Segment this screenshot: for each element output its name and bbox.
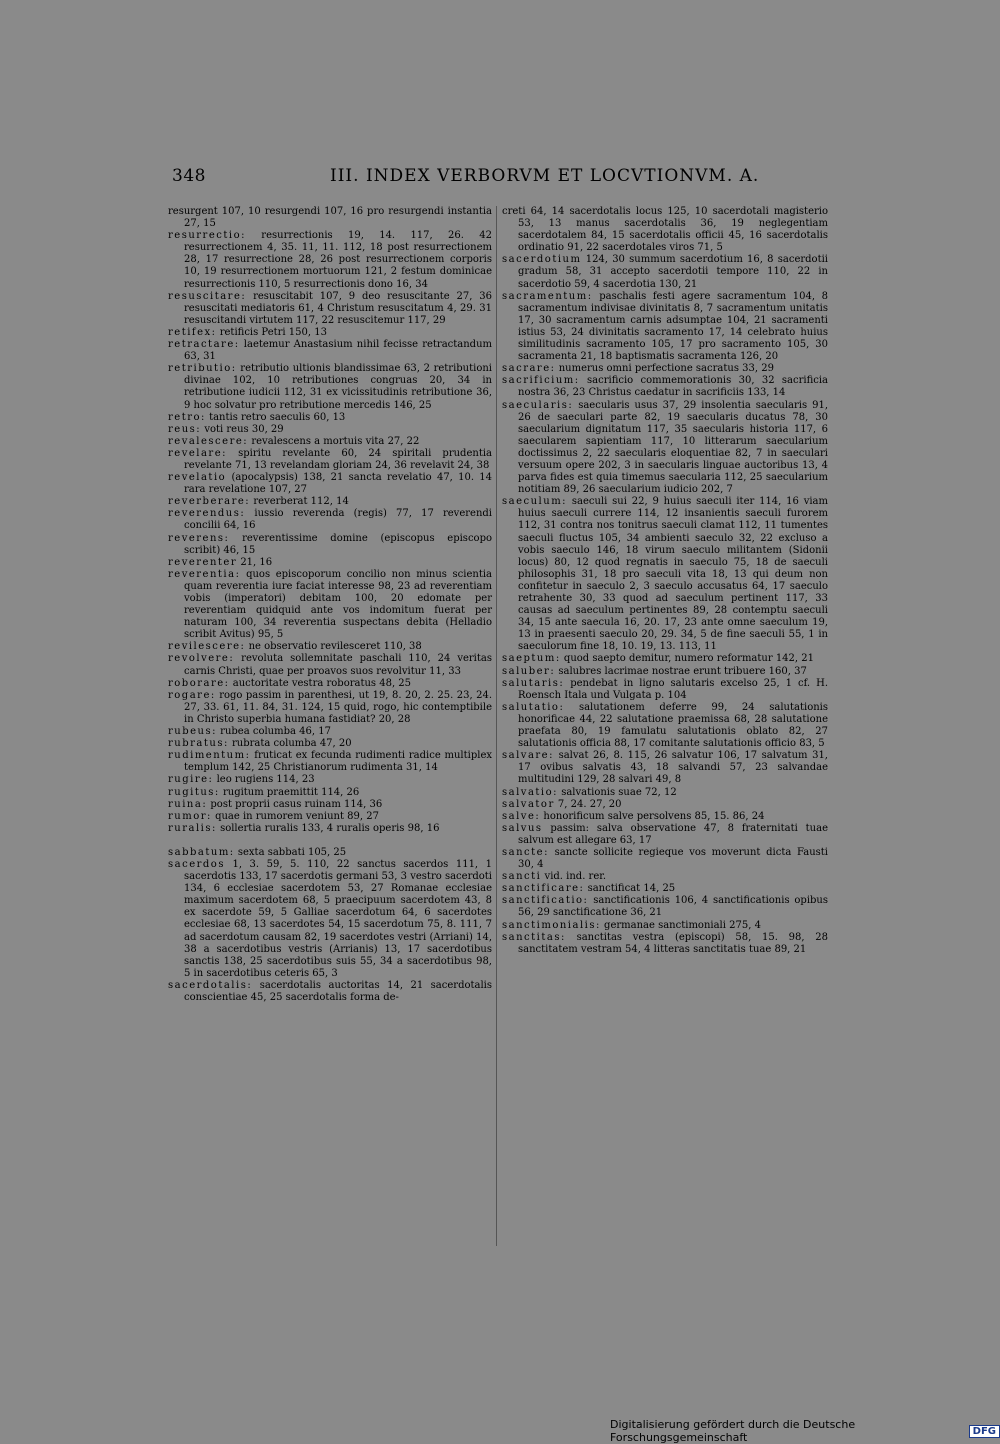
entry-text: resuscitabit 107, 9 deo resuscitante 27, 36 resuscitati mediatoris 61, 4 Christum resuscitatum 4, 29. 31 resuscitandi virtutem 117, 22 resuscitemur 117, 29 (184, 290, 492, 326)
entry-text: sanctitas vestra (episcopi) 58, 15. 98, 28 sanctitatem vestram 54, 4 litteras sanctitatis tuae 89, 21 (518, 931, 828, 955)
entry-text: 1, 3. 59, 5. 110, 22 sanctus sacerdos 111, 1 sacerdotis 133, 17 sacerdotis germani 53, 3 vestro sacerdoti 134, 6 ecclesiae sacerdotem 53, 27 Romanae ecclesiae maximum sacerdotem 68, 5 praecipuum sacerdotem 43, 8 ex sacerdote 59, 5 Galliae sacerdotum 64, 6 sacerdotes ecclesiae 68, 13 sacerdotes 54, 15 sacerdotum 75, 8. 111, 7 ad sacerdotum causam 82, 19 sacerdotes vestri (Arriani) 14, 38 a sacerdotibus vestris (Arrianis) 13, 17 sacerdotibus sanctis 138, 25 sacerdotibus suis 55, 34 a sacerdotibus 98, 5 in sacerdotibus ceteris 65, 3 (184, 858, 492, 979)
index-entry (168, 641, 492, 653)
index-entry (502, 871, 828, 883)
entry-text: post proprii casus ruinam 114, 36 (210, 798, 383, 810)
entry-text: creti 64, 14 sacerdotalis locus 125, 10 sacerdotali magisterio 53, 13 manus sacerdotalis 36, 19 neglegentiam sacerdotalem 84, 15 sacerdotalis officii 45, 16 sacerdotalis ordinatio 91, 22 sacerdotales viros 71, 5 (502, 206, 828, 254)
dfg-logo: DFG (969, 1425, 1000, 1438)
entry-lemma: rogare: (168, 689, 216, 701)
entry-lemma: retributio: (168, 363, 237, 375)
index-entry (168, 508, 492, 532)
index-entry (502, 787, 828, 799)
entry-lemma: sacerdotium (502, 254, 582, 266)
entry-lemma: resurrectio: (168, 230, 246, 242)
index-entry (168, 412, 492, 424)
entry-text: pendebat in ligno salutaris excelso 25, 1 cf. H. Roensch Itala und Vulgata p. 104 (518, 677, 829, 701)
index-entry (502, 750, 828, 786)
entry-lemma: reverens: (168, 532, 230, 544)
entry-lemma: retractare: (168, 339, 240, 351)
entry-lemma: sacrificium: (502, 375, 580, 387)
entry-text: quae in rumorem veniunt 89, 27 (215, 810, 379, 822)
entry-text: retificis Petri 150, 13 (219, 326, 327, 338)
entry-lemma: salvator (502, 798, 555, 810)
entry-lemma: sacrare: (502, 363, 556, 375)
entry-text: 21, 16 (240, 556, 273, 568)
entry-text: laetemur Anastasium nihil fecisse retractandum 63, 31 (184, 339, 492, 363)
entry-text: salubres lacrimae nostrae erunt tribuere 160, 37 (558, 665, 807, 677)
left-column (168, 206, 492, 1004)
entry-lemma: reverberare: (168, 496, 251, 508)
entry-text: quos episcoporum concilio non minus scientia quam reverentia iure faciat interesse 98, 23 ad reverentiam vobis (imperatori) debitam 100, 20 edomate per reverentiam quidquid ante vos indomitum fuerat per naturam 100, 34 reverentia suspectans debita (Helladio scribit Avitus) 95, 5 (184, 568, 492, 641)
index-entry (502, 400, 828, 497)
entry-text: iussio reverenda (regis) 77, 17 reverendi concilii 64, 16 (184, 508, 492, 532)
index-entry (168, 750, 492, 774)
index-entry (502, 883, 828, 895)
index-entry (168, 847, 492, 859)
entry-text: revalescens a mortuis vita 27, 22 (251, 435, 420, 447)
index-entry (502, 496, 828, 653)
entry-lemma: rubeus: (168, 726, 217, 738)
index-entry (502, 799, 828, 811)
index-entry (168, 339, 492, 363)
index-entry (168, 859, 492, 980)
section-gap (168, 835, 492, 847)
entry-lemma: sabbatum: (168, 846, 235, 858)
entry-lemma: rumor: (168, 810, 212, 822)
index-entry (168, 980, 492, 1004)
entry-text: rugitum praemittit 114, 26 (222, 786, 360, 798)
entry-text: 7, 24. 27, 20 (557, 798, 622, 810)
index-entry (168, 206, 492, 230)
entry-lemma: revelatio (168, 472, 227, 484)
entry-lemma: resuscitare: (168, 290, 247, 302)
entry-text: sacrificio commemorationis 30, 32 sacrificia nostra 36, 23 Christus caedatur in sacrificiis 133, 14 (518, 375, 828, 399)
entry-text: paschalis festi agere sacramentum 104, 8 sacramentum indivisae divinitatis 8, 7 sacramentum unitatis 17, 30 sacramentum carnis adsumptae 104, 21 sacramenti istius 53, 24 divinitatis sacramento 17, 14 celebrato huius similitudinis sacramento 105, 17 pro sacramento 105, 30 sacramenta 21, 18 baptismatis sacramenta 126, 20 (518, 290, 829, 363)
entry-text: sacerdotalis auctoritas 14, 21 sacerdotalis conscientiae 45, 25 sacerdotalis forma de- (184, 979, 492, 1003)
entry-lemma: salutaris: (502, 677, 565, 689)
entry-text: rogo passim in parenthesi, ut 19, 8. 20, 2. 25. 23, 24. 27, 33. 61, 11. 84, 31. 124, 15 quid, rogo, hic contemptibile in Christo superbia humana fastidiat? 20, 28 (184, 689, 492, 725)
entry-lemma: rudimentum: (168, 750, 251, 762)
index-entry (502, 847, 828, 871)
index-entry (168, 799, 492, 811)
entry-lemma: rubratus: (168, 738, 229, 750)
entry-lemma: salve: (502, 810, 541, 822)
entry-lemma: retifex: (168, 326, 217, 338)
entry-lemma: saluber: (502, 665, 556, 677)
entry-text: sollertia ruralis 133, 4 ruralis operis 98, 16 (220, 822, 440, 834)
index-entry (168, 787, 492, 799)
index-entry (502, 811, 828, 823)
entry-lemma: reverenter (168, 556, 238, 568)
entry-text: ne observatio revilesceret 110, 38 (248, 641, 422, 653)
index-entry (502, 823, 828, 847)
entry-lemma: salvatio: (502, 786, 559, 798)
entry-text: tantis retro saeculis 60, 13 (209, 411, 346, 423)
entry-text: retributio ultionis blandissimae 63, 2 retributioni divinae 102, 10 retributiones congruas 20, 34 in retributione iudicii 112, 31 ex vicissitudinis retributione 36, 9 hoc solvatur pro retributione mercedis 146, 25 (184, 363, 492, 411)
index-entry (502, 363, 828, 375)
index-entry (502, 375, 828, 399)
entry-text: revoluta sollemnitate paschali 110, 24 veritas carnis Christi, quae per proavos suos revolvitur 11, 33 (184, 653, 492, 677)
index-entry (168, 496, 492, 508)
entry-text: salutationem deferre 99, 24 salutationis honorificae 44, 22 salutatione praemissa 68, 28 salutatione praefata 80, 19 famulatu salutationis oblato 82, 27 salutationis officia 88, 17 comitante salutationis officio 83, 5 (518, 701, 828, 750)
index-entry (502, 254, 828, 290)
index-entry (168, 557, 492, 569)
entry-text: saeculi sui 22, 9 huius saeculi iter 114, 16 viam huius saeculi currere 114, 12 insanientis saeculi furorem 112, 31 contra nos tonitrus saeculi clamat 112, 11 tumentes saeculi fluctus 105, 34 ambienti saeculo 32, 22 excluso a vobis saeculo 146, 18 virum saeculo militantem (Sidonii locus) 80, 12 quod regnatis in saeculo 75, 18 de saeculi philosophis 31, 18 pro saeculi vita 18, 13 qui deum non confitetur in saeculo 2, 3 saeculo accusatus 64, 17 saeculo retrahente 30, 33 quod ad saeculum pertinent 117, 33 causas ad saeculum pertinentes 89, 28 contemptu saeculi 34, 15 ante saecula 16, 20. 17, 23 ante omne saeculum 19, 13 in praesenti saeculo 20, 29. 34, 5 de fine saeculi 55, 1 in saeculorum fine 18, 10. 19, 13. 113, 11 (518, 496, 828, 653)
index-entry (502, 291, 828, 364)
index-entry (502, 206, 828, 254)
entry-text: rubea columba 46, 17 (220, 726, 331, 738)
entry-lemma: retro: (168, 411, 206, 423)
entry-text: leo rugiens 114, 23 (216, 774, 315, 786)
entry-text: rubrata columba 47, 20 (232, 738, 352, 750)
entry-lemma: sacerdos (168, 858, 225, 870)
entry-lemma: sanctitas: (502, 931, 566, 943)
entry-lemma: salutatio: (502, 701, 565, 713)
entry-lemma: rugire: (168, 774, 214, 786)
entry-text: resurgent 107, 10 resurgendi 107, 16 pro resurgendi instantia 27, 15 (168, 206, 492, 230)
index-entry (168, 424, 492, 436)
entry-lemma: salvare: (502, 750, 554, 762)
entry-lemma: salvus (502, 822, 543, 834)
entry-text: sancte sollicite regieque vos moverunt dicta Fausti 30, 4 (518, 846, 828, 871)
running-title: III. INDEX VERBORVM ET LOCVTIONVM. A. (330, 166, 760, 186)
index-entry (168, 448, 492, 472)
entry-lemma: ruina: (168, 798, 208, 810)
entry-lemma: saecularis: (502, 399, 574, 411)
entry-text: spiritu revelante 60, 24 spiritali prudentia revelante 71, 13 revelandam gloriam 24, 36 revelavit 24, 38 (184, 447, 492, 471)
entry-lemma: sacerdotalis: (168, 979, 253, 991)
entry-text: germanae sanctimoniali 275, 4 (604, 919, 761, 931)
index-entry (502, 678, 828, 702)
entry-lemma: revelare: (168, 447, 227, 459)
entry-text: salvationis suae 72, 12 (561, 786, 677, 798)
index-entry (502, 895, 828, 919)
entry-text: honorificum salve persolvens 85, 15. 86, 24 (543, 810, 765, 822)
index-entry (168, 472, 492, 496)
index-entry (168, 436, 492, 448)
index-entry (502, 653, 828, 665)
entry-text: 124, 30 summum sacerdotium 16, 8 sacerdotii gradum 58, 31 accepto sacerdotii tempore 110, 22 in sacerdotio 59, 4 sacerdotia 130, 21 (518, 254, 828, 290)
entry-lemma: rugitus: (168, 786, 220, 798)
index-entry (168, 823, 492, 835)
index-entry (502, 702, 828, 750)
page-number: 348 (172, 166, 206, 186)
entry-text: sexta sabbati 105, 25 (237, 846, 347, 858)
index-entry (168, 569, 492, 642)
index-entry (168, 230, 492, 290)
entry-text: fruticat ex fecunda rudimenti radice multiplex templum 142, 25 Christianorum rudimenta 31, 14 (184, 750, 492, 774)
right-column (502, 206, 828, 956)
entry-text: saecularis usus 37, 29 insolentia saecularis 91, 26 de saeculari parte 82, 19 saecularis ducatus 78, 30 saecularium dignitatum 117, 35 saecularis historia 117, 6 saecularem sapientiam 117, 10 litterarum saecularium doctissimus 2, 22 saecularis eloquentiae 82, 7 in saeculari versuum opere 202, 3 in saecularis linguae auctoribus 13, 4 parva fides est quia timemus saecularia 112, 25 saecularium notitiam 89, 26 saecularium iudicio 202, 7 (518, 399, 828, 496)
entry-text: voti reus 30, 29 (204, 423, 284, 435)
entry-text: quod saepto demitur, numero reformatur 142, 21 (563, 653, 814, 665)
entry-text: reverentissime domine (episcopus episcopo scribit) 46, 15 (184, 532, 492, 556)
entry-lemma: revilescere: (168, 641, 246, 653)
entry-text: vid. ind. rer. (544, 871, 607, 883)
index-entry (502, 932, 828, 956)
entry-lemma: reus: (168, 423, 202, 435)
entry-lemma: saeculum: (502, 496, 568, 508)
entry-text: sanctificat 14, 25 (587, 883, 676, 895)
index-entry (168, 678, 492, 690)
entry-lemma: reverendus: (168, 508, 246, 520)
entry-lemma: revalescere: (168, 435, 249, 447)
index-entry (168, 363, 492, 411)
entry-lemma: sancti (502, 871, 542, 883)
entry-text: (apocalypsis) 138, 21 sancta revelatio 47, 10. 14 rara revelatione 107, 27 (184, 472, 492, 496)
entry-text: salvat 26, 8. 115, 26 salvatur 106, 17 salvatum 31, 17 ovibus salvatis 43, 18 salvandi 57, 23 salvandae multitudini 129, 28 salvari 49, 8 (518, 750, 828, 786)
entry-text: auctoritate vestra roboratus 48, 25 (232, 677, 412, 689)
index-entry (168, 774, 492, 786)
entry-lemma: sancte: (502, 846, 549, 858)
index-entry (168, 690, 492, 726)
entry-text: reverberat 112, 14 (253, 496, 349, 508)
entry-text: resurrectionis 19, 14. 117, 26. 42 resurrectionem 4, 35. 11, 11. 112, 18 post resurrectionem 28, 17 resurrectione 28, 26 post resurrectionem corporis 10, 19 resurrectionem mortuorum 121, 2 festum dominicae resurrectionis 110, 5 resurrectionis dono 16, 34 (184, 230, 492, 290)
entry-lemma: roborare: (168, 677, 230, 689)
entry-lemma: sanctimonialis: (502, 919, 601, 931)
index-entry (168, 653, 492, 677)
footer-credit: Digitalisierung gefördert durch die Deutsche Forschungsgemeinschaft (610, 1418, 856, 1444)
entry-lemma: sanctificare: (502, 883, 585, 895)
column-divider (496, 206, 497, 1246)
footer (610, 1418, 1000, 1444)
index-entry (168, 327, 492, 339)
entry-lemma: saeptum: (502, 653, 561, 665)
index-entry (168, 726, 492, 738)
index-entry (502, 666, 828, 678)
entry-lemma: reverentia: (168, 568, 241, 580)
index-entry (502, 920, 828, 932)
index-entry (168, 811, 492, 823)
index-entry (168, 291, 492, 327)
entry-lemma: sanctificatio: (502, 895, 589, 907)
entry-lemma: revolvere: (168, 653, 235, 665)
index-entry (168, 738, 492, 750)
entry-lemma: sacramentum: (502, 290, 593, 302)
entry-text: sanctificationis 106, 4 sanctificationis opibus 56, 29 sanctificatione 36, 21 (518, 895, 828, 919)
index-entry (168, 533, 492, 557)
entry-text: numerus omni perfectione sacratus 33, 29 (558, 363, 774, 375)
entry-lemma: ruralis: (168, 822, 217, 834)
entry-text: passim: salva observatione 47, 8 fraternitati tuae salvum est allegare 63, 17 (518, 822, 828, 846)
